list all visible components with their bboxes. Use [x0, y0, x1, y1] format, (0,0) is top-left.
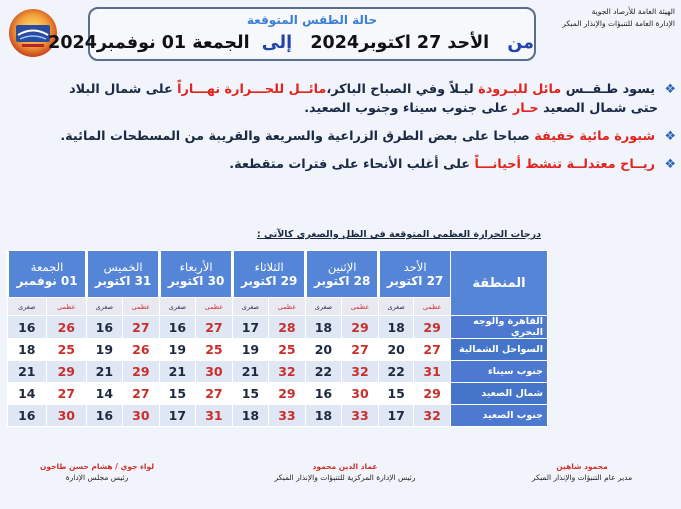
max-temp: 27 — [122, 316, 159, 339]
max-temp: 32 — [341, 361, 378, 383]
table-row — [8, 405, 548, 427]
min-temp: 16 — [87, 405, 123, 427]
min-temp: 16 — [160, 316, 196, 339]
max-temp: 27 — [414, 339, 451, 361]
org-name: الهيئة العامة للأرصاد الجوية — [591, 7, 675, 16]
bullet-1-line2-text: حتى شمال الصعيد — [543, 101, 659, 116]
org-department: الإدارة العامة للتنبؤات والإنذار المبكر — [562, 19, 675, 28]
bullet-1-text: يسود طـقــس — [565, 82, 656, 97]
max-temp: 32 — [414, 405, 451, 427]
date-to-prefix: إلى — [261, 33, 293, 53]
min-temp: 14 — [87, 383, 123, 405]
max-label: عظمى — [195, 298, 232, 316]
max-temp: 30 — [46, 405, 87, 427]
forecast-bullet-1 — [58, 80, 676, 118]
min-temp: 20 — [379, 339, 414, 361]
max-temp: 27 — [122, 383, 159, 405]
min-temp: 19 — [233, 339, 269, 361]
bullet-1-text-2: ليـلاً وفي الصباح الباكر، — [326, 82, 474, 97]
report-title: حالة الطقس المتوقعة — [246, 13, 378, 27]
table-row — [8, 361, 548, 383]
max-temp: 29 — [46, 361, 87, 383]
region-name: جنوب الصعيد — [451, 405, 548, 427]
day-header: الإثنين 28 اكتوبر — [306, 251, 379, 298]
temperature-table-title: درجات الحرارة العظمى المتوقعة في الظل والصغرى كالآتي : — [256, 229, 541, 240]
min-label: صغرى — [233, 298, 269, 316]
region-name: القاهرة والوجه البحري — [451, 316, 548, 339]
signatory-name: عماد الدين محمود — [312, 462, 378, 471]
max-temp: 27 — [195, 316, 232, 339]
diamond-bullet-icon: ❖ — [664, 129, 676, 144]
date-to: الجمعة 01 نوفمبر2024 — [48, 33, 250, 53]
max-temp: 27 — [341, 339, 378, 361]
min-temp: 22 — [379, 361, 414, 383]
date-range — [48, 33, 534, 53]
max-temp: 31 — [414, 361, 451, 383]
diamond-bullet-icon: ❖ — [664, 82, 676, 97]
table-row — [8, 339, 548, 361]
signatory-name: لواء جوي / هشام حسن طاحون — [39, 462, 155, 471]
min-temp: 16 — [8, 405, 47, 427]
min-label: صغرى — [306, 298, 342, 316]
max-temp: 31 — [195, 405, 232, 427]
min-temp: 18 — [8, 339, 47, 361]
day-header: الثلاثاء 29 اكتوبر — [233, 251, 306, 298]
bullet-1-text-3: على شمال البلاد — [69, 82, 173, 97]
forecast-bullet-3 — [58, 155, 676, 174]
min-temp: 18 — [379, 316, 414, 339]
bullet-1-line2-text-2: على جنوب سيناء وجنوب الصعيد. — [304, 101, 509, 116]
max-temp: 26 — [46, 316, 87, 339]
min-label: صغرى — [160, 298, 196, 316]
min-temp: 17 — [233, 316, 269, 339]
bullet-1-highlight-warm: مائــل للحـــرارة نهـــاراً — [177, 82, 327, 97]
max-temp: 29 — [122, 361, 159, 383]
region-name: السواحل الشمالية — [451, 339, 548, 361]
bullet-2-text: صباحا على بعض الطرق الزراعية والسريعة والقريبة من المسطحات المائية. — [60, 129, 530, 144]
day-header: الجمعة 01 نوفمبر — [8, 251, 87, 298]
max-temp: 30 — [122, 405, 159, 427]
max-temp: 30 — [341, 383, 378, 405]
min-label: صغرى — [379, 298, 414, 316]
min-temp: 16 — [8, 316, 47, 339]
bullet-2-highlight-fog: شبورة مائية خفيفة — [534, 129, 656, 144]
min-temp: 16 — [306, 383, 342, 405]
max-label: عظمى — [414, 298, 451, 316]
signature-central-admin — [235, 461, 455, 483]
bullet-3-text: على أغلب الأنحاء على فترات متقطعة. — [229, 157, 471, 172]
day-header: الأحد 27 اكتوبر — [379, 251, 451, 298]
min-temp: 16 — [87, 316, 123, 339]
table-row — [8, 316, 548, 339]
forecast-bullets — [58, 80, 676, 183]
max-temp: 29 — [414, 316, 451, 339]
region-column-header: المنطقة — [451, 251, 548, 316]
max-label: عظمى — [46, 298, 87, 316]
max-temp: 30 — [195, 361, 232, 383]
signatory-title: رئيس الإدارة المركزية للتنبؤات والإنذار المبكر — [274, 473, 416, 482]
max-label: عظمى — [341, 298, 378, 316]
day-header: الخميس 31 اكتوبر — [87, 251, 160, 298]
max-label: عظمى — [268, 298, 305, 316]
max-temp: 29 — [341, 316, 378, 339]
bullet-3-highlight-wind: ريــاح معتدلــة تنشط أحيانـــاً — [474, 157, 656, 172]
date-from: الأحد 27 اكتوبر2024 — [310, 33, 490, 53]
min-temp: 17 — [379, 405, 414, 427]
min-temp: 17 — [160, 405, 196, 427]
max-temp: 29 — [268, 383, 305, 405]
signatory-title: مدير عام التنبؤات والإنذار المبكر — [531, 473, 633, 482]
min-temp: 18 — [306, 316, 342, 339]
min-temp: 18 — [306, 405, 342, 427]
max-temp: 27 — [195, 383, 232, 405]
bullet-1-highlight-cold: مائل للبـرودة — [478, 82, 562, 97]
min-temp: 21 — [87, 361, 123, 383]
max-temp: 26 — [122, 339, 159, 361]
bullet-1-highlight-hot: حـار — [512, 101, 539, 116]
region-name: جنوب سيناء — [451, 361, 548, 383]
min-temp: 15 — [160, 383, 196, 405]
date-from-prefix: من — [507, 33, 534, 53]
max-temp: 25 — [46, 339, 87, 361]
min-label: صغرى — [8, 298, 47, 316]
table-row — [8, 383, 548, 405]
organization-block — [537, 6, 675, 30]
min-temp: 21 — [160, 361, 196, 383]
temperature-table — [6, 250, 548, 427]
max-temp: 28 — [268, 316, 305, 339]
max-temp: 29 — [414, 383, 451, 405]
diamond-bullet-icon: ❖ — [664, 157, 676, 172]
max-temp: 33 — [268, 405, 305, 427]
min-temp: 22 — [306, 361, 342, 383]
signatory-title: رئيس مجلس الإدارة — [65, 473, 129, 482]
table-header-row — [8, 251, 548, 298]
max-label: عظمى — [122, 298, 159, 316]
day-header: الأربعاء 30 اكتوبر — [160, 251, 233, 298]
min-temp: 15 — [379, 383, 414, 405]
signatory-name: محمود شاهين — [556, 462, 608, 471]
min-temp: 19 — [87, 339, 123, 361]
max-temp: 25 — [195, 339, 232, 361]
min-temp: 15 — [233, 383, 269, 405]
signature-chairman — [22, 461, 172, 483]
region-name: شمال الصعيد — [451, 383, 548, 405]
max-temp: 33 — [341, 405, 378, 427]
min-temp: 20 — [306, 339, 342, 361]
min-temp: 21 — [8, 361, 47, 383]
min-temp: 14 — [8, 383, 47, 405]
max-temp: 27 — [46, 383, 87, 405]
min-temp: 21 — [233, 361, 269, 383]
min-temp: 19 — [160, 339, 196, 361]
max-temp: 25 — [268, 339, 305, 361]
min-label: صغرى — [87, 298, 123, 316]
report-title-box — [48, 7, 536, 61]
max-temp: 32 — [268, 361, 305, 383]
signature-director-general — [497, 461, 667, 483]
forecast-bullet-2 — [58, 127, 676, 146]
min-temp: 18 — [233, 405, 269, 427]
